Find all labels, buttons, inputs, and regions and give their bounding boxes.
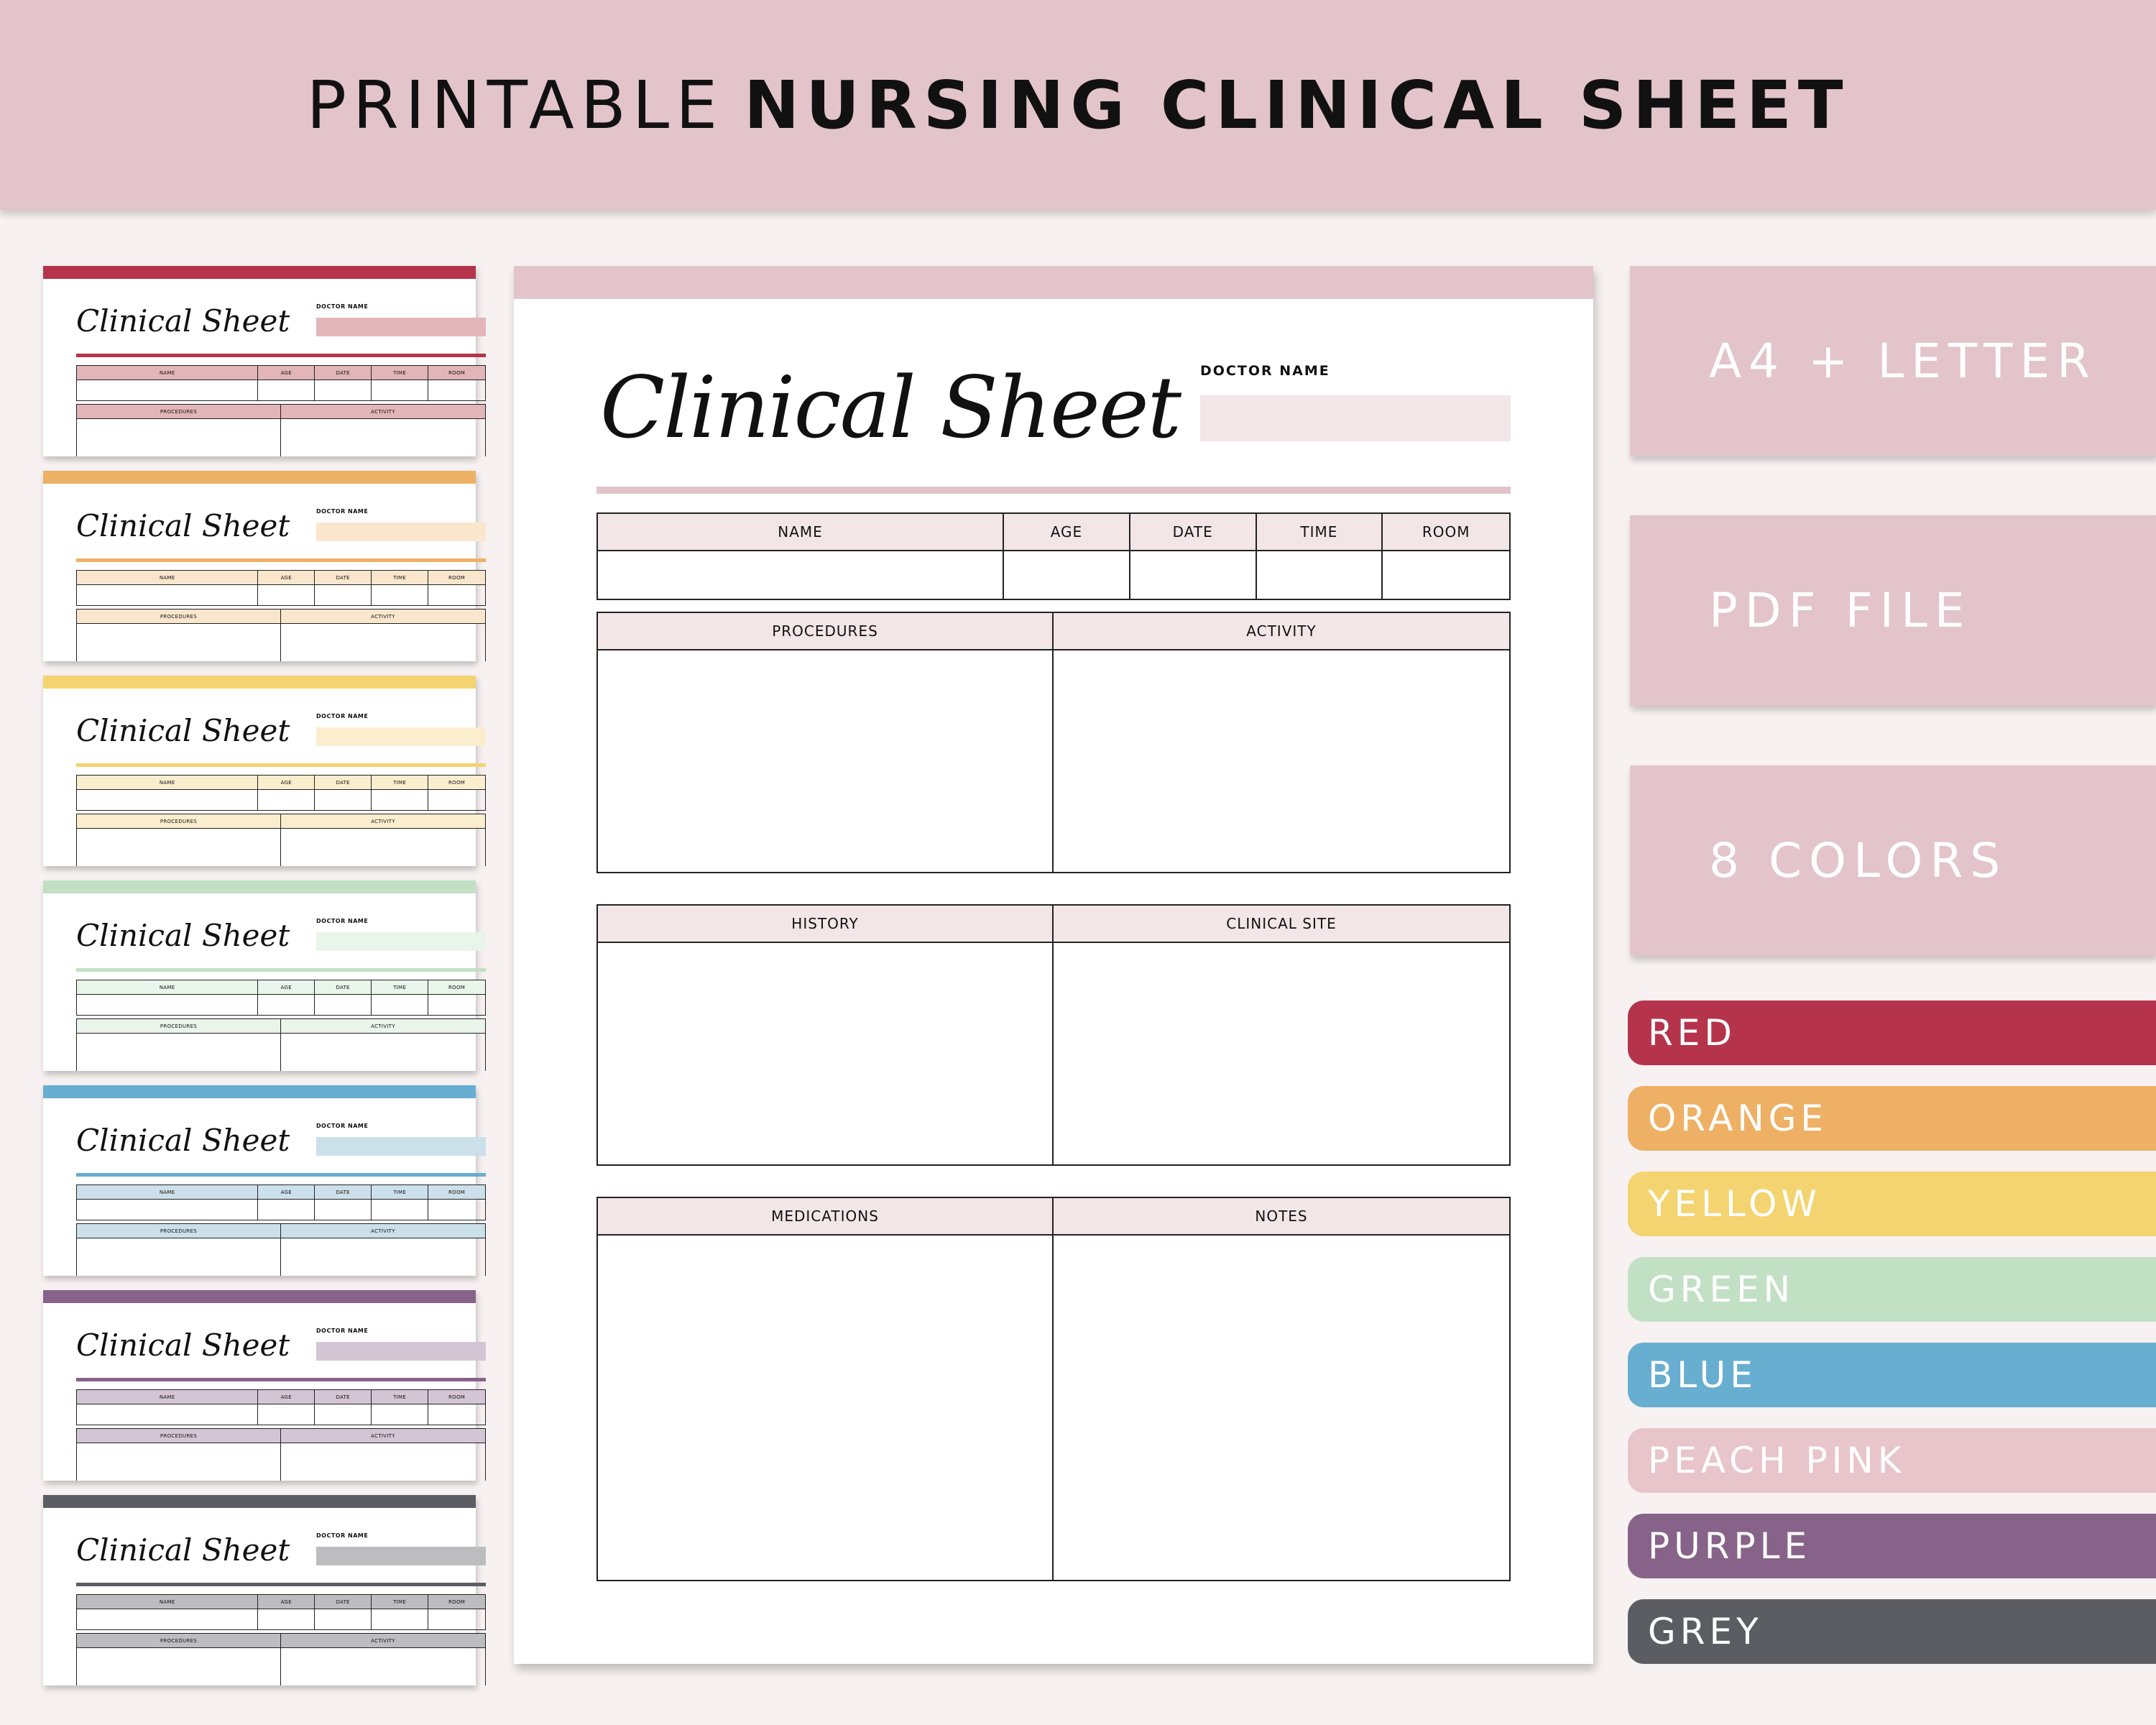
thumbnail-title: Clinical Sheet bbox=[76, 1328, 290, 1363]
thumbnail-info-header: TIME bbox=[372, 366, 428, 380]
thumbnail-section-cell bbox=[281, 1034, 485, 1071]
thumbnail-info-cell bbox=[77, 1200, 258, 1220]
thumbnail-info-cell bbox=[258, 1609, 315, 1629]
thumbnail-section-table bbox=[76, 814, 486, 866]
thumbnail-sheet[interactable] bbox=[43, 676, 476, 866]
thumbnail-section-cell bbox=[281, 829, 485, 866]
thumbnail-info-cell bbox=[258, 380, 315, 400]
history-field[interactable] bbox=[598, 943, 1054, 1164]
thumbnail-section-cell bbox=[281, 1238, 485, 1276]
thumbnail-section-header: PROCEDURES bbox=[77, 610, 281, 624]
thumbnail-section-header: PROCEDURES bbox=[77, 814, 281, 829]
thumbnail-info-cell bbox=[428, 380, 485, 400]
thumbnail-info-cell bbox=[428, 995, 485, 1015]
thumbnail-section-header: ACTIVITY bbox=[281, 1429, 485, 1443]
thumbnail-doctor-field bbox=[316, 523, 486, 541]
thumbnail-section-cell bbox=[281, 1443, 485, 1481]
thumbnail-info-cell bbox=[315, 995, 372, 1015]
thumbnail-info-header: TIME bbox=[372, 980, 428, 995]
thumbnail-divider bbox=[76, 1583, 486, 1586]
thumbnail-title: Clinical Sheet bbox=[76, 918, 290, 953]
color-option-purple[interactable]: PURPLE bbox=[1628, 1514, 2156, 1578]
thumbnail-info-header: AGE bbox=[258, 366, 315, 380]
thumbnail-info-header: ROOM bbox=[428, 980, 485, 995]
thumbnail-info-table bbox=[76, 1184, 486, 1220]
thumbnail-info-cell bbox=[258, 790, 315, 810]
thumbnail-info-cell bbox=[372, 1200, 428, 1220]
thumbnail-info-header: DATE bbox=[315, 776, 372, 790]
procedures-field[interactable] bbox=[598, 650, 1054, 872]
thumbnail-divider bbox=[76, 1173, 486, 1177]
thumbnail-info-header: DATE bbox=[315, 1185, 372, 1200]
thumbnail-section-header: PROCEDURES bbox=[77, 1224, 281, 1238]
thumbnail-info-header: ROOM bbox=[428, 776, 485, 790]
thumbnail-info-header: NAME bbox=[77, 571, 258, 585]
thumbnail-info-header: AGE bbox=[258, 776, 315, 790]
thumbnail-section-header: PROCEDURES bbox=[77, 1634, 281, 1648]
notes-field[interactable] bbox=[1054, 1236, 1509, 1580]
thumbnail-doctor-field bbox=[316, 1342, 486, 1361]
thumbnail-info-table bbox=[76, 365, 486, 401]
thumbnail-divider bbox=[76, 968, 486, 972]
color-option-blue[interactable]: BLUE bbox=[1628, 1343, 2156, 1407]
thumbnail-info-cell bbox=[315, 1404, 372, 1425]
thumbnail-divider bbox=[76, 763, 486, 767]
color-option-yellow[interactable]: YELLOW bbox=[1628, 1172, 2156, 1236]
thumbnail-info-cell bbox=[428, 1404, 485, 1425]
thumbnail-info-header: AGE bbox=[258, 1595, 315, 1609]
thumbnail-info-cell bbox=[372, 995, 428, 1015]
thumbnail-info-cell bbox=[372, 1404, 428, 1425]
notes-header: NOTES bbox=[1054, 1198, 1509, 1236]
banner-title-bold: NURSING CLINICAL SHEET bbox=[744, 66, 1850, 144]
thumbnail-info-table bbox=[76, 980, 486, 1016]
thumbnail-section-header: ACTIVITY bbox=[281, 405, 485, 419]
thumbnail-section-cell bbox=[77, 1238, 281, 1276]
thumbnail-info-header: ROOM bbox=[428, 366, 485, 380]
thumbnail-info-header: NAME bbox=[77, 366, 258, 380]
thumbnail-info-cell bbox=[77, 380, 258, 400]
thumbnail-top-bar bbox=[43, 266, 476, 279]
doctor-name-label: DOCTOR NAME bbox=[1200, 363, 1330, 379]
thumbnail-doctor-field bbox=[316, 727, 486, 746]
thumbnail-info-header: TIME bbox=[372, 1185, 428, 1200]
info-header-age: AGE bbox=[1004, 514, 1130, 551]
name-field[interactable] bbox=[598, 551, 1004, 599]
thumbnail-sheet[interactable] bbox=[43, 1495, 476, 1685]
banner-title-light: PRINTABLE bbox=[306, 66, 724, 144]
thumbnail-info-cell bbox=[77, 585, 258, 605]
thumbnail-sheet[interactable] bbox=[43, 471, 476, 661]
color-option-peach-pink[interactable]: PEACH PINK bbox=[1628, 1428, 2156, 1493]
medications-header: MEDICATIONS bbox=[598, 1198, 1054, 1236]
thumbnail-title: Clinical Sheet bbox=[76, 713, 290, 748]
color-option-red[interactable]: RED bbox=[1628, 1000, 2156, 1065]
thumbnail-info-cell bbox=[372, 790, 428, 810]
time-field[interactable] bbox=[1257, 551, 1383, 599]
thumbnail-info-header: NAME bbox=[77, 1595, 258, 1609]
procedures-header: PROCEDURES bbox=[598, 613, 1054, 650]
color-option-grey[interactable]: GREY bbox=[1628, 1599, 2156, 1664]
info-header-room: ROOM bbox=[1383, 514, 1509, 551]
thumbnail-section-header: ACTIVITY bbox=[281, 814, 485, 829]
feature-card-file-type: PDF FILE bbox=[1630, 515, 2156, 706]
thumbnail-info-header: ROOM bbox=[428, 1185, 485, 1200]
thumbnail-info-header: DATE bbox=[315, 980, 372, 995]
thumbnail-info-header: NAME bbox=[77, 980, 258, 995]
thumbnail-section-table bbox=[76, 404, 486, 456]
thumbnail-section-cell bbox=[281, 1648, 485, 1685]
thumbnail-doctor-label: DOCTOR NAME bbox=[316, 1123, 369, 1129]
thumbnail-info-header: NAME bbox=[77, 776, 258, 790]
thumbnail-section-table bbox=[76, 1018, 486, 1071]
thumbnail-info-header: AGE bbox=[258, 1185, 315, 1200]
thumbnail-info-cell bbox=[258, 585, 315, 605]
thumbnail-section-header: PROCEDURES bbox=[77, 405, 281, 419]
feature-card-format: A4 + LETTER bbox=[1630, 266, 2156, 456]
clinical-site-field[interactable] bbox=[1054, 943, 1509, 1164]
history-clinical-site-section bbox=[596, 904, 1511, 1166]
thumbnail-top-bar bbox=[43, 676, 476, 689]
info-header-name: NAME bbox=[598, 514, 1004, 551]
thumbnail-info-cell bbox=[428, 790, 485, 810]
thumbnail-info-cell bbox=[258, 1404, 315, 1425]
thumbnail-info-header: ROOM bbox=[428, 1390, 485, 1404]
feature-card-color-count: 8 COLORS bbox=[1630, 765, 2156, 956]
thumbnail-info-cell bbox=[315, 1200, 372, 1220]
thumbnail-info-table bbox=[76, 775, 486, 811]
thumbnail-doctor-field bbox=[316, 932, 486, 951]
thumbnail-title: Clinical Sheet bbox=[76, 1123, 290, 1158]
thumbnail-info-table bbox=[76, 1594, 486, 1630]
thumbnail-top-bar bbox=[43, 880, 476, 893]
thumbnail-section-table bbox=[76, 1633, 486, 1685]
thumbnail-info-header: DATE bbox=[315, 366, 372, 380]
thumbnail-sheet[interactable] bbox=[43, 880, 476, 1071]
procedures-activity-section bbox=[596, 612, 1511, 873]
info-header-time: TIME bbox=[1257, 514, 1383, 551]
thumbnail-divider bbox=[76, 354, 486, 357]
thumbnail-info-cell bbox=[77, 1404, 258, 1425]
thumbnail-doctor-field bbox=[316, 318, 486, 336]
thumbnail-doctor-field bbox=[316, 1137, 486, 1156]
thumbnail-top-bar bbox=[43, 471, 476, 484]
banner-title bbox=[306, 67, 1849, 144]
thumbnail-info-header: DATE bbox=[315, 1595, 372, 1609]
thumbnail-info-cell bbox=[315, 585, 372, 605]
thumbnail-doctor-label: DOCTOR NAME bbox=[316, 1328, 369, 1334]
thumbnail-info-cell bbox=[77, 995, 258, 1015]
thumbnail-doctor-label: DOCTOR NAME bbox=[316, 713, 369, 719]
thumbnail-info-cell bbox=[372, 380, 428, 400]
clinical-site-header: CLINICAL SITE bbox=[1054, 906, 1509, 943]
clinical-sheet-preview bbox=[514, 266, 1593, 1664]
thumbnail-info-cell bbox=[258, 1200, 315, 1220]
thumbnail-info-header: NAME bbox=[77, 1390, 258, 1404]
thumbnail-top-bar bbox=[43, 1085, 476, 1098]
thumbnail-top-bar bbox=[43, 1290, 476, 1303]
doctor-name-field[interactable] bbox=[1200, 395, 1511, 441]
thumbnail-info-header: AGE bbox=[258, 1390, 315, 1404]
medications-notes-section bbox=[596, 1197, 1511, 1581]
history-header: HISTORY bbox=[598, 906, 1054, 943]
thumbnail-info-header: TIME bbox=[372, 1595, 428, 1609]
sheet-top-bar bbox=[514, 266, 1593, 299]
patient-info-table bbox=[596, 512, 1511, 600]
thumbnail-doctor-label: DOCTOR NAME bbox=[316, 508, 369, 515]
thumbnail-info-cell bbox=[315, 790, 372, 810]
thumbnail-info-header: TIME bbox=[372, 776, 428, 790]
thumbnail-section-cell bbox=[77, 1443, 281, 1481]
thumbnail-title: Clinical Sheet bbox=[76, 1532, 290, 1568]
thumbnail-info-header: NAME bbox=[77, 1185, 258, 1200]
thumbnail-info-cell bbox=[428, 1200, 485, 1220]
thumbnail-info-table bbox=[76, 1389, 486, 1425]
thumbnail-info-cell bbox=[372, 585, 428, 605]
thumbnail-info-header: DATE bbox=[315, 571, 372, 585]
thumbnail-info-header: AGE bbox=[258, 980, 315, 995]
header-banner bbox=[0, 0, 2156, 210]
thumbnail-title: Clinical Sheet bbox=[76, 508, 290, 543]
thumbnail-section-header: ACTIVITY bbox=[281, 1224, 485, 1238]
thumbnail-info-cell bbox=[77, 790, 258, 810]
age-field[interactable] bbox=[1004, 551, 1130, 599]
sheet-title: Clinical Sheet bbox=[600, 358, 1181, 457]
activity-field[interactable] bbox=[1054, 650, 1509, 872]
thumbnail-info-cell bbox=[315, 1609, 372, 1629]
thumbnail-sheet[interactable] bbox=[43, 1290, 476, 1481]
thumbnail-doctor-label: DOCTOR NAME bbox=[316, 1532, 369, 1539]
thumbnail-sheet[interactable] bbox=[43, 1085, 476, 1276]
thumbnail-divider bbox=[76, 1378, 486, 1381]
thumbnail-section-cell bbox=[281, 419, 485, 456]
thumbnail-title: Clinical Sheet bbox=[76, 303, 290, 339]
thumbnail-section-table bbox=[76, 609, 486, 661]
info-header-date: DATE bbox=[1130, 514, 1257, 551]
color-option-green[interactable]: GREEN bbox=[1628, 1257, 2156, 1322]
thumbnail-section-table bbox=[76, 1428, 486, 1481]
room-field[interactable] bbox=[1383, 551, 1509, 599]
sheet-divider bbox=[596, 487, 1511, 494]
thumbnail-info-table bbox=[76, 570, 486, 606]
color-option-orange[interactable]: ORANGE bbox=[1628, 1086, 2156, 1151]
thumbnail-section-header: ACTIVITY bbox=[281, 1634, 485, 1648]
thumbnail-info-header: ROOM bbox=[428, 1595, 485, 1609]
thumbnail-section-cell bbox=[77, 829, 281, 866]
thumbnail-info-cell bbox=[258, 995, 315, 1015]
thumbnail-info-cell bbox=[428, 1609, 485, 1629]
thumbnail-info-cell bbox=[315, 380, 372, 400]
thumbnail-doctor-label: DOCTOR NAME bbox=[316, 303, 369, 310]
thumbnail-section-header: PROCEDURES bbox=[77, 1429, 281, 1443]
thumbnail-section-cell bbox=[77, 419, 281, 456]
thumbnail-info-header: TIME bbox=[372, 571, 428, 585]
thumbnail-info-cell bbox=[372, 1609, 428, 1629]
thumbnail-section-header: ACTIVITY bbox=[281, 1019, 485, 1034]
thumbnail-section-table bbox=[76, 1223, 486, 1276]
thumbnail-section-cell bbox=[77, 1034, 281, 1071]
thumbnail-info-cell bbox=[77, 1609, 258, 1629]
thumbnail-info-header: ROOM bbox=[428, 571, 485, 585]
medications-field[interactable] bbox=[598, 1236, 1054, 1580]
thumbnail-section-header: PROCEDURES bbox=[77, 1019, 281, 1034]
thumbnail-sheet[interactable] bbox=[43, 266, 476, 456]
thumbnail-section-header: ACTIVITY bbox=[281, 610, 485, 624]
activity-header: ACTIVITY bbox=[1054, 613, 1509, 650]
thumbnail-doctor-label: DOCTOR NAME bbox=[316, 918, 369, 924]
thumbnail-section-cell bbox=[77, 1648, 281, 1685]
thumbnail-info-cell bbox=[428, 585, 485, 605]
thumbnail-top-bar bbox=[43, 1495, 476, 1508]
thumbnail-section-cell bbox=[77, 624, 281, 661]
thumbnail-info-header: DATE bbox=[315, 1390, 372, 1404]
thumbnail-info-header: TIME bbox=[372, 1390, 428, 1404]
thumbnail-section-cell bbox=[281, 624, 485, 661]
thumbnail-doctor-field bbox=[316, 1547, 486, 1565]
thumbnail-divider bbox=[76, 558, 486, 562]
thumbnail-info-header: AGE bbox=[258, 571, 315, 585]
date-field[interactable] bbox=[1130, 551, 1257, 599]
